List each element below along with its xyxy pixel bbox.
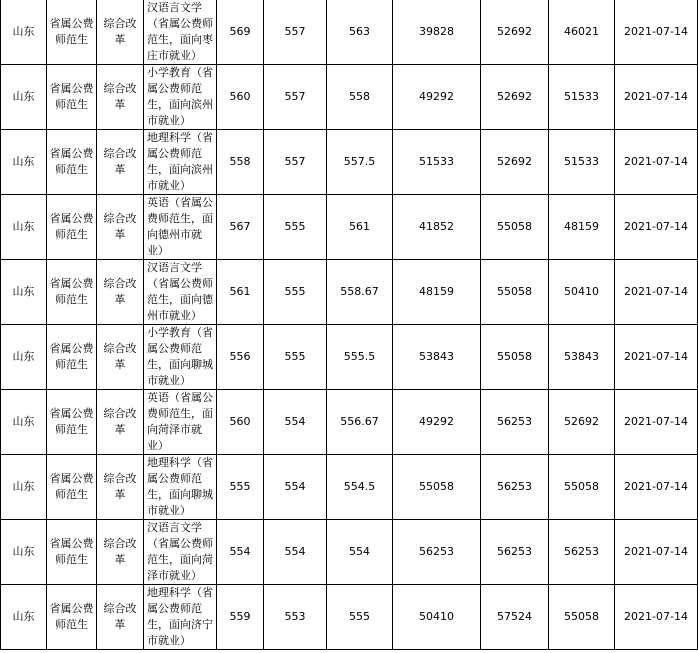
major-cell: 汉语言文学（省属公费师范生，面向菏泽市就业）	[144, 520, 217, 585]
province-cell: 山东	[1, 65, 47, 130]
avg-score-cell: 554.5	[327, 455, 393, 520]
table-row	[1, 130, 698, 195]
table-body	[1, 0, 698, 650]
max-rank-cell: 48159	[393, 260, 481, 325]
max-rank-cell: 51533	[393, 130, 481, 195]
avg-score-cell: 554	[327, 520, 393, 585]
exam-type-cell: 综合改革	[97, 325, 144, 390]
date-cell: 2021-07-14	[615, 260, 698, 325]
major-cell: 地理科学（省属公费师范生，面向滨州市就业）	[144, 130, 217, 195]
min-rank-cell: 56253	[481, 455, 549, 520]
min-score-cell: 555	[264, 260, 327, 325]
category-cell: 省属公费师范生	[47, 65, 97, 130]
table-row	[1, 585, 698, 650]
major-cell: 地理科学（省属公费师范生，面向聊城市就业）	[144, 455, 217, 520]
max-score-cell: 560	[217, 65, 264, 130]
max-score-cell: 555	[217, 455, 264, 520]
max-score-cell: 558	[217, 130, 264, 195]
category-cell: 省属公费师范生	[47, 390, 97, 455]
min-rank-cell: 55058	[481, 260, 549, 325]
avg-rank-cell: 53843	[549, 325, 615, 390]
major-cell: 小学教育（省属公费师范生，面向聊城市就业）	[144, 325, 217, 390]
date-cell: 2021-07-14	[615, 390, 698, 455]
category-cell: 省属公费师范生	[47, 455, 97, 520]
date-cell: 2021-07-14	[615, 520, 698, 585]
avg-rank-cell: 50410	[549, 260, 615, 325]
date-cell: 2021-07-14	[615, 65, 698, 130]
table-row	[1, 455, 698, 520]
max-rank-cell: 53843	[393, 325, 481, 390]
major-cell: 小学教育（省属公费师范生，面向滨州市就业）	[144, 65, 217, 130]
date-cell: 2021-07-14	[615, 130, 698, 195]
avg-score-cell: 558	[327, 65, 393, 130]
avg-rank-cell: 55058	[549, 455, 615, 520]
min-score-cell: 553	[264, 585, 327, 650]
min-score-cell: 557	[264, 0, 327, 65]
min-rank-cell: 55058	[481, 195, 549, 260]
min-rank-cell: 57524	[481, 585, 549, 650]
category-cell: 省属公费师范生	[47, 130, 97, 195]
exam-type-cell: 综合改革	[97, 585, 144, 650]
major-cell: 汉语言文学（省属公费师范生，面向德州市就业）	[144, 260, 217, 325]
avg-score-cell: 563	[327, 0, 393, 65]
avg-score-cell: 561	[327, 195, 393, 260]
table-row	[1, 325, 698, 390]
category-cell: 省属公费师范生	[47, 260, 97, 325]
min-score-cell: 554	[264, 520, 327, 585]
max-score-cell: 561	[217, 260, 264, 325]
avg-score-cell: 555	[327, 585, 393, 650]
avg-rank-cell: 56253	[549, 520, 615, 585]
min-score-cell: 554	[264, 455, 327, 520]
min-rank-cell: 52692	[481, 0, 549, 65]
avg-score-cell: 558.67	[327, 260, 393, 325]
max-rank-cell: 49292	[393, 390, 481, 455]
min-score-cell: 555	[264, 325, 327, 390]
avg-rank-cell: 55058	[549, 585, 615, 650]
avg-rank-cell: 46021	[549, 0, 615, 65]
exam-type-cell: 综合改革	[97, 260, 144, 325]
category-cell: 省属公费师范生	[47, 325, 97, 390]
exam-type-cell: 综合改革	[97, 130, 144, 195]
avg-score-cell: 555.5	[327, 325, 393, 390]
max-rank-cell: 39828	[393, 0, 481, 65]
min-score-cell: 554	[264, 390, 327, 455]
table-row	[1, 195, 698, 260]
max-rank-cell: 50410	[393, 585, 481, 650]
exam-type-cell: 综合改革	[97, 195, 144, 260]
min-score-cell: 555	[264, 195, 327, 260]
province-cell: 山东	[1, 390, 47, 455]
max-rank-cell: 55058	[393, 455, 481, 520]
province-cell: 山东	[1, 325, 47, 390]
major-cell: 英语（省属公费师范生，面向德州市就业）	[144, 195, 217, 260]
exam-type-cell: 综合改革	[97, 520, 144, 585]
avg-score-cell: 557.5	[327, 130, 393, 195]
category-cell: 省属公费师范生	[47, 195, 97, 260]
max-score-cell: 559	[217, 585, 264, 650]
exam-type-cell: 综合改革	[97, 455, 144, 520]
category-cell: 省属公费师范生	[47, 0, 97, 65]
avg-rank-cell: 51533	[549, 65, 615, 130]
category-cell: 省属公费师范生	[47, 520, 97, 585]
max-rank-cell: 56253	[393, 520, 481, 585]
max-rank-cell: 49292	[393, 65, 481, 130]
table-row	[1, 260, 698, 325]
date-cell: 2021-07-14	[615, 325, 698, 390]
min-score-cell: 557	[264, 65, 327, 130]
table-row	[1, 520, 698, 585]
max-score-cell: 560	[217, 390, 264, 455]
province-cell: 山东	[1, 260, 47, 325]
min-rank-cell: 56253	[481, 390, 549, 455]
major-cell: 汉语言文学（省属公费师范生，面向枣庄市就业）	[144, 0, 217, 65]
avg-rank-cell: 52692	[549, 390, 615, 455]
date-cell: 2021-07-14	[615, 0, 698, 65]
province-cell: 山东	[1, 520, 47, 585]
date-cell: 2021-07-14	[615, 195, 698, 260]
max-score-cell: 569	[217, 0, 264, 65]
table-row	[1, 65, 698, 130]
province-cell: 山东	[1, 585, 47, 650]
avg-rank-cell: 51533	[549, 130, 615, 195]
min-score-cell: 557	[264, 130, 327, 195]
province-cell: 山东	[1, 195, 47, 260]
exam-type-cell: 综合改革	[97, 0, 144, 65]
province-cell: 山东	[1, 0, 47, 65]
min-rank-cell: 52692	[481, 130, 549, 195]
min-rank-cell: 52692	[481, 65, 549, 130]
date-cell: 2021-07-14	[615, 585, 698, 650]
min-rank-cell: 56253	[481, 520, 549, 585]
table-row	[1, 390, 698, 455]
major-cell: 地理科学（省属公费师范生，面向济宁市就业）	[144, 585, 217, 650]
max-score-cell: 556	[217, 325, 264, 390]
avg-score-cell: 556.67	[327, 390, 393, 455]
min-rank-cell: 55058	[481, 325, 549, 390]
max-rank-cell: 41852	[393, 195, 481, 260]
table-row	[1, 0, 698, 65]
exam-type-cell: 综合改革	[97, 390, 144, 455]
max-score-cell: 567	[217, 195, 264, 260]
exam-type-cell: 综合改革	[97, 65, 144, 130]
date-cell: 2021-07-14	[615, 455, 698, 520]
major-cell: 英语（省属公费师范生，面向菏泽市就业）	[144, 390, 217, 455]
max-score-cell: 554	[217, 520, 264, 585]
avg-rank-cell: 48159	[549, 195, 615, 260]
province-cell: 山东	[1, 455, 47, 520]
province-cell: 山东	[1, 130, 47, 195]
category-cell: 省属公费师范生	[47, 585, 97, 650]
